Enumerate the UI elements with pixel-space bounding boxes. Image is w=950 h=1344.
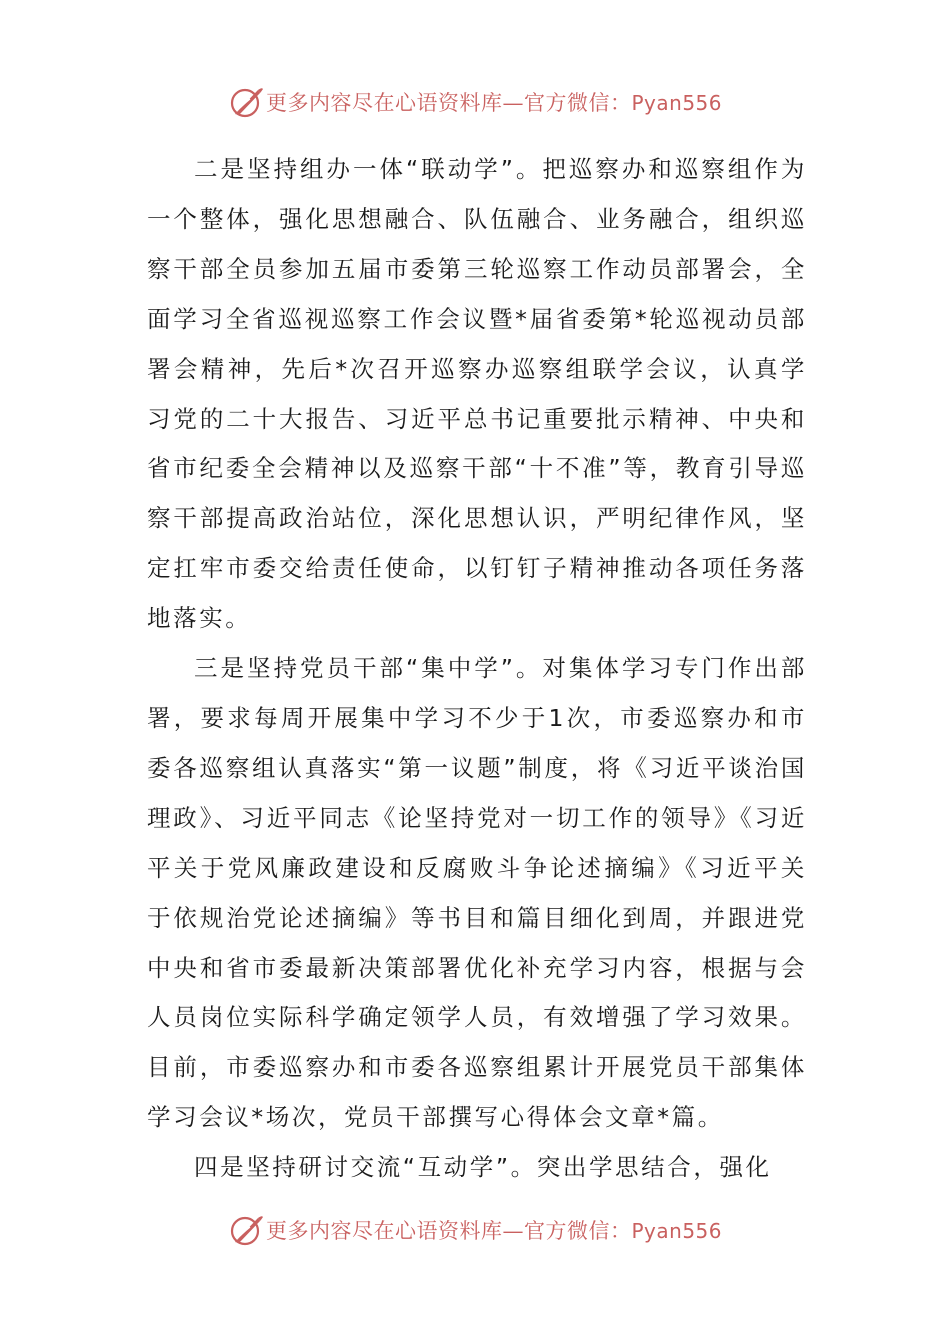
paragraph-1: 二是坚持组办一体“联动学”。把巡察办和巡察组作为一个整体，强化思想融合、队伍融合、业务融合，组织巡察干部全员参加五届市委第三轮巡察工作动员部署会，全面学习全省巡视巡察工作会议暨*届省委第*轮巡视动员部署会精神，先后*次召开巡察办巡察组联学会议，认真学习党的二十大报告、习近平总书记重要批示精神、中央和省市纪委全会精神以及巡察干部“十不准”等，教育引导巡察干部提高政治站位，深化思想认识，严明纪律作风，坚定扛牢市委交给责任使命，以钉钉子精神推动各项任务落地落实。	[147, 155, 807, 633]
paragraph-2: 三是坚持党员干部“集中学”。对集体学习专门作出部署，要求每周开展集中学习不少于1次，市委巡察办和市委各巡察组认真落实“第一议题”制度，将《习近平谈治国理政》、习近平同志《论坚持党对一切工作的领导》《习近平关于党风廉政建设和反腐败斗争论述摘编》《习近平关于依规治党论述摘编》等书目和篇目细化到周，并跟进党中央和省市委最新决策部署优化补充学习内容，根据与会人员岗位实际科学确定领学人员，有效增强了学习效果。目前，市委巡察办和市委各巡察组累计开展党员干部集体学习会议*场次，党员干部撰写心得体会文章*篇。	[147, 654, 807, 1132]
header-watermark	[0, 82, 950, 122]
document-body	[147, 145, 807, 1193]
footer-watermark	[0, 1210, 950, 1250]
watermark-handle: Pyan556	[631, 91, 722, 115]
paragraph-3: 四是坚持研讨交流“互动学”。突出学思结合，强化	[194, 1153, 772, 1182]
watermark-text: 更多内容尽在心语资料库—官方微信：	[265, 1219, 632, 1243]
watermark-handle: Pyan556	[631, 1219, 722, 1243]
watermark-text: 更多内容尽在心语资料库—官方微信：	[265, 91, 632, 115]
quill-circle-icon	[228, 1212, 264, 1248]
quill-circle-icon	[228, 84, 264, 120]
